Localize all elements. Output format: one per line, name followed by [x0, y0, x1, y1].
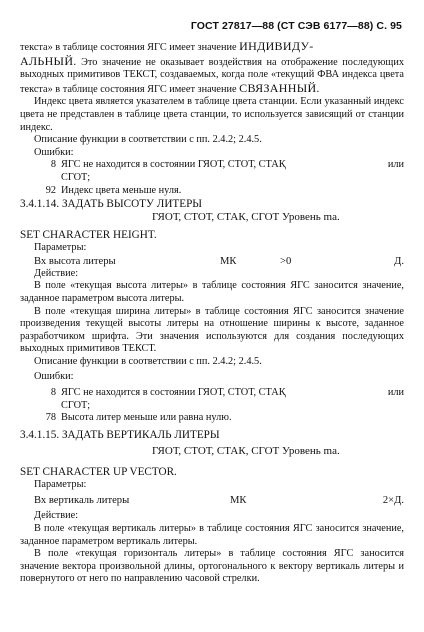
error-tail: СГОТ;	[61, 171, 91, 183]
error-item-8-second	[34, 387, 404, 412]
action-paragraph-up-vector: В поле «текущая вертикаль литеры» в таблице состояния ЯГС заносится значение, заданное параметром вертикаль литеры.	[20, 523, 404, 547]
error-number: 78	[45, 412, 56, 424]
error-text: Индекс цвета меньше нуля.	[61, 184, 182, 196]
error-tail: СГОТ;	[61, 399, 91, 411]
section-title-up-vector: 3.4.1.15. ЗАДАТЬ ВЕРТИКАЛЬ ЛИТЕРЫ	[20, 428, 220, 441]
function-description-2: Описание функции в соответствии с пп. 2.4.2; 2.4.5.	[34, 355, 262, 367]
error-item-8	[34, 159, 404, 184]
error-number: 8	[50, 387, 56, 399]
error-or: или	[387, 159, 404, 171]
error-item-92	[34, 185, 404, 198]
parameters-heading-1: Параметры:	[34, 242, 87, 254]
section-title-character-height: 3.4.1.14. ЗАДАТЬ ВЫСОТУ ЛИТЕРЫ	[20, 198, 203, 211]
action-paragraph-width: В поле «текущая ширина литеры» в таблице состояния ЯГС заносится значение произведения текущей высоты литеры на отношение ширины к высоте, заданное разработчиком шрифта. Эти значения используются для создания последующих выходных примитивов ТЕКСТ.	[20, 305, 404, 355]
parameter-name: Вх высота литеры	[34, 255, 116, 267]
command-name-2: SET CHARACTER UP VECTOR.	[20, 465, 177, 478]
function-description-1: Описание функции в соответствии с пп. 2.4.2; 2.4.5.	[34, 134, 262, 146]
parameter-row-up-vector	[34, 494, 404, 507]
action-heading-1: Действие:	[34, 267, 79, 279]
value-individual-a: ИНДИВИДУ-	[239, 39, 314, 53]
paragraph-text-color-value	[20, 40, 404, 96]
parameters-heading-2: Параметры:	[34, 478, 87, 490]
parameter-name: Вх вертикаль литеры	[34, 495, 130, 507]
errors-heading-2: Ошибки:	[34, 371, 74, 383]
section-levels-2: ГЯОТ, СТОТ, СТАК, СГОТ Уровень mа.	[152, 444, 340, 457]
parameter-kind: 2×Д.	[382, 495, 404, 507]
value-individual-b: АЛЬНЫЙ.	[20, 53, 77, 68]
text-run: Это значение не оказывает воздействия на отображение последующих выходных примитивов ТЕКСТ, создаваемых, когда поле «текущий ФВА индекса цвета текста» в таблице состояния ЯГС имеет значение	[20, 56, 404, 95]
page-body	[20, 40, 404, 586]
command-name-1: SET CHARACTER HEIGHT.	[20, 229, 157, 242]
error-text: ЯГС не находится в состоянии ГЯОТ, СТОТ, СТАҚ	[61, 387, 286, 399]
parameter-range: >0	[280, 255, 292, 267]
parameter-type: МК	[230, 495, 247, 507]
action-heading-2: Действие:	[34, 510, 79, 522]
parameter-row-height	[34, 255, 404, 268]
text-run: текста» в таблице состояния ЯГС имеет значение	[20, 42, 240, 53]
error-item-78	[34, 412, 404, 425]
error-text: ЯГС не находится в состоянии ГЯОТ, СТОТ, СТАҚ	[61, 159, 286, 171]
error-number: 8	[50, 159, 56, 171]
error-or: или	[387, 387, 404, 399]
page-header: ГОСТ 27817—88 (СТ СЭВ 6177—88) С. 95	[190, 20, 402, 32]
section-levels-1: ГЯОТ, СТОТ, СТАК, СГОТ Уровень mа.	[152, 211, 340, 224]
paragraph-color-index: Индекс цвета является указателем в таблице цвета станции. Если указанный индекс цвета не представлен в таблице цвета станции, то используется зависящий от станции индекс.	[20, 96, 404, 133]
action-paragraph-base-vector: В поле «текущая горизонталь литеры» в таблице состояния ЯГС заносится значение вектора произвольной длины, ортогонального к вектору вертикаль литеры и повернутого от него по направлению часовой стрелки.	[20, 548, 404, 585]
parameter-type: МК	[220, 255, 237, 267]
errors-heading-1: Ошибки:	[34, 146, 74, 158]
error-text: Высота литер меньше или равна нулю.	[61, 412, 232, 424]
action-paragraph-height: В поле «текущая высота литеры» в таблице состояния ЯГС заносится значение, заданное параметром высота литеры.	[20, 280, 404, 304]
error-number: 92	[45, 184, 56, 196]
value-bundled: СВЯЗАННЫЙ.	[239, 80, 320, 95]
parameter-kind: Д.	[394, 255, 404, 267]
